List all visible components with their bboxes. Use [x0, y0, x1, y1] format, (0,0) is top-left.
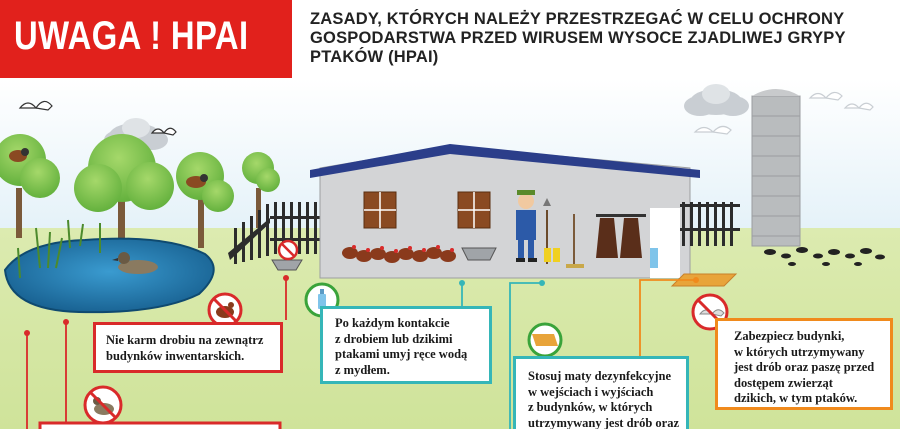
headline-line-1: ZASADY, KTÓRYCH NALEŻY PRZESTRZEGAĆ W CELU OCHRONY — [310, 10, 845, 28]
card-line: z drobiem lub dzikimi — [335, 331, 453, 346]
card-line: dzikich, w tym ptaków. — [734, 391, 858, 405]
no-duck-icon — [85, 387, 121, 423]
card-line: w których utrzymywany — [734, 344, 865, 359]
card-line: dostępem zwierząt — [734, 375, 833, 390]
headline-line-2: GOSPODARSTWA PRZED WIRUSEM WYSOCE ZJADLIWEJ GRYPY — [310, 29, 846, 47]
card-wash-hands — [320, 306, 492, 384]
card-line: Stosuj maty dezynfekcyjne — [528, 369, 672, 383]
card-secure-buildings — [715, 318, 893, 410]
card-no-outdoor-feeding — [93, 322, 283, 373]
silo — [752, 89, 800, 246]
header — [0, 0, 900, 78]
card-line: budynków inwentarskich. — [106, 348, 245, 363]
poultry-barn — [310, 144, 700, 278]
headline — [310, 10, 895, 67]
card-line: z mydłem. — [335, 362, 390, 377]
pond — [5, 239, 214, 313]
card-line: jest drób oraz paszę przed — [734, 360, 875, 374]
card-line: Zabezpiecz budynki, — [734, 329, 845, 343]
mat-icon — [529, 324, 561, 356]
badge-title: UWAGA ! HPAI — [14, 14, 249, 58]
warning-badge — [0, 0, 292, 78]
card-line: Nie karm drobiu na zewnątrz — [106, 333, 264, 347]
card-disinfection-mats — [513, 356, 689, 429]
card-line: z budynków, w których — [528, 400, 653, 414]
card-line: utrzymywany jest drób oraz — [528, 415, 680, 429]
card-line: ptakami umyj ręce wodą — [335, 347, 468, 361]
card-line: Po każdym kontakcie — [335, 316, 450, 330]
headline-line-3: PTAKÓW (HPAI) — [310, 48, 439, 66]
card-duck-partial — [40, 423, 280, 429]
card-line: w wejściach i wyjściach — [528, 384, 654, 399]
